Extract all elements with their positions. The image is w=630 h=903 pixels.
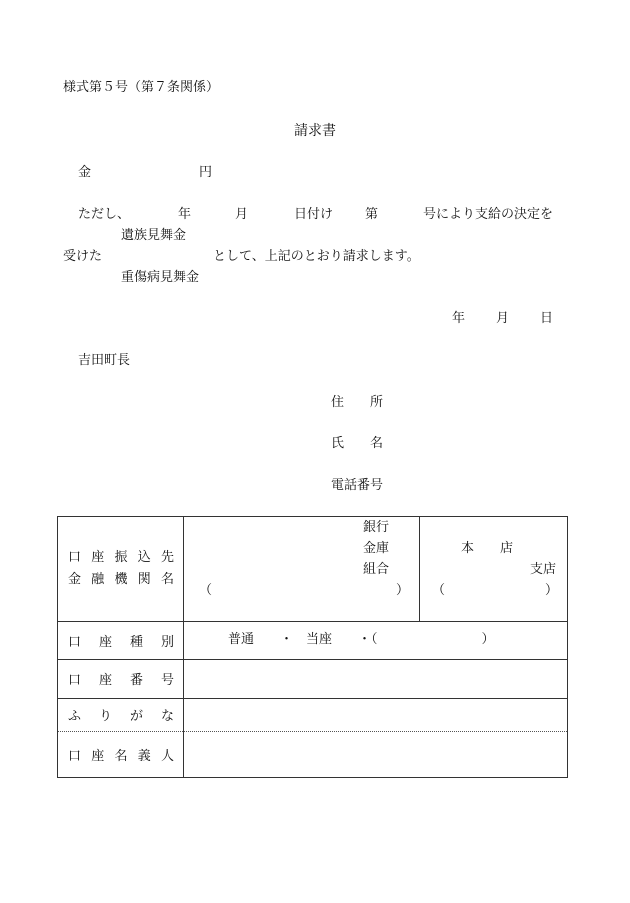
furigana-label-text: ふりがな [68, 709, 174, 724]
bank-type-bank: 銀行 [363, 520, 390, 535]
body-line2-rest: として、上記のとおり請求します。 [213, 249, 420, 264]
bank-name-label [58, 517, 184, 621]
account-holder-label [58, 731, 184, 777]
body-line1-rest: 号により支給の決定を [423, 207, 554, 222]
account-holder-label-text: 口座名義人 [68, 748, 174, 764]
bank-paren-close: ） [396, 583, 410, 598]
account-number-label [58, 659, 184, 698]
form-number: 様式第５号（第７条関係） [63, 80, 220, 95]
account-holder-field[interactable] [184, 732, 568, 777]
branch-paren-close: ） [545, 583, 559, 598]
body-month: 月 [235, 207, 249, 222]
account-type-label-text: 口座種別 [68, 634, 174, 650]
bank-name-label-line2: 金融機関名 [68, 572, 174, 587]
date-day: 日 [540, 311, 554, 326]
branch-column-divider [419, 517, 420, 621]
amount-label: 金 [78, 165, 92, 180]
applicant-phone-label: 電話番号 [331, 478, 384, 493]
branch-paren-open: （ [432, 583, 446, 598]
body-date-suffix: 日付け [294, 207, 334, 222]
furigana-label [58, 698, 184, 731]
body-prefix: ただし、 [78, 207, 131, 222]
body-year: 年 [178, 207, 192, 222]
account-number-label-text: 口座番号 [68, 673, 174, 688]
bank-name-label-line1: 口座振込先 [68, 550, 174, 565]
branch-shiten: 支店 [530, 562, 557, 577]
bank-account-table [57, 516, 568, 778]
addressee: 吉田町長 [78, 353, 131, 368]
account-number-field[interactable] [184, 660, 568, 698]
furigana-field[interactable] [184, 699, 568, 731]
option-serious-injury: 重傷病見舞金 [121, 270, 200, 285]
option-bereavement: 遺族見舞金 [121, 228, 187, 243]
date-month: 月 [496, 311, 510, 326]
branch-honten: 本 店 [461, 541, 514, 556]
account-type-options: 普通 ・ 当座 ・（ ） [228, 632, 495, 647]
bank-paren-open: （ [199, 583, 213, 598]
bank-type-kumiai: 組合 [363, 562, 390, 577]
body-dai: 第 [365, 207, 379, 222]
date-year: 年 [452, 311, 466, 326]
applicant-address-label: 住 所 [331, 395, 384, 410]
account-type-label [58, 621, 184, 659]
body-line2-prefix: 受けた [63, 249, 103, 264]
amount-unit: 円 [199, 165, 213, 180]
document-title: 請求書 [294, 123, 336, 139]
applicant-name-label: 氏 名 [331, 436, 384, 451]
bank-type-shinko: 金庫 [363, 541, 390, 556]
